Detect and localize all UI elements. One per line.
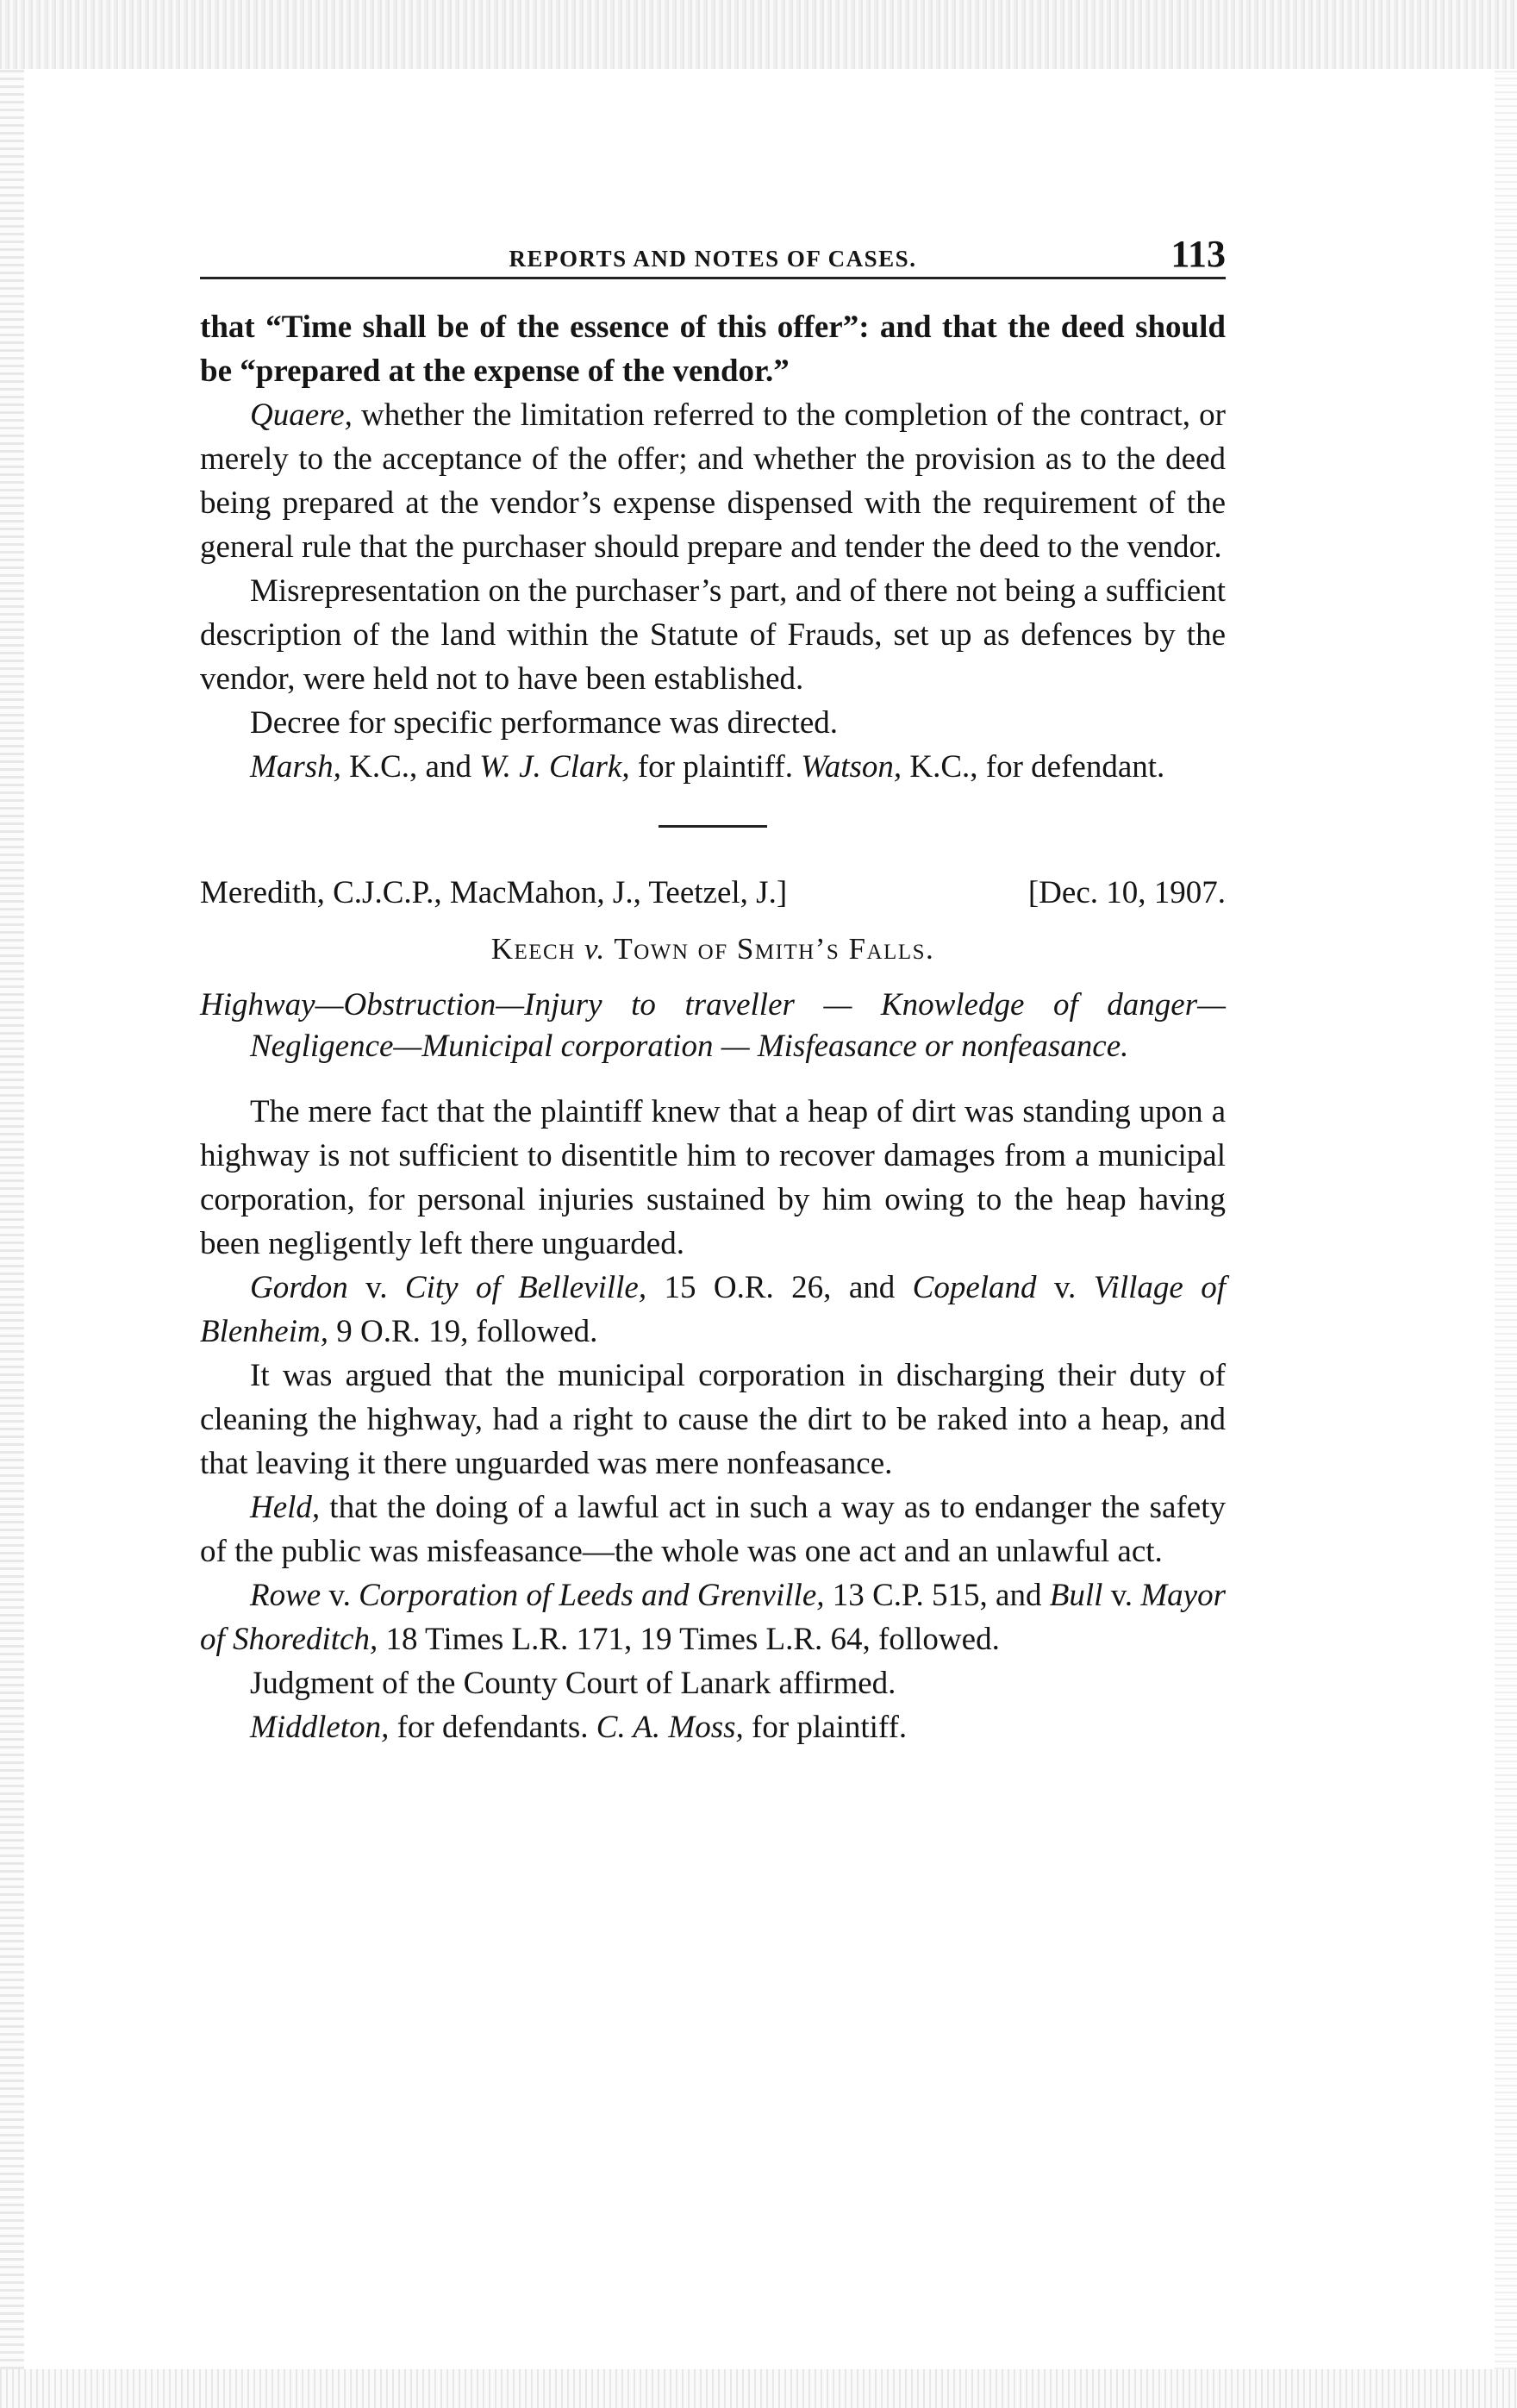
counsel-text: K.C., for defendant. bbox=[902, 749, 1165, 785]
case-citation-name: Corporation of Leeds and Grenville, bbox=[359, 1578, 825, 1613]
counsel-text: for defendants. bbox=[389, 1710, 596, 1745]
judgment-date: [Dec. 10, 1907. bbox=[1027, 875, 1226, 910]
case-title-party-2: Town of Smith’s Falls. bbox=[605, 932, 935, 966]
section-divider bbox=[659, 825, 767, 828]
prev-case-decree: Decree for specific performance was directed. bbox=[250, 705, 839, 741]
running-title: REPORTS AND NOTES OF CASES. bbox=[509, 246, 917, 272]
citation-text: v. bbox=[321, 1578, 359, 1613]
counsel-name: Watson, bbox=[801, 749, 902, 785]
case-citation-name: Mayor of Shoreditch, bbox=[200, 1578, 1226, 1657]
prev-case-paragraph-2 bbox=[200, 393, 1226, 569]
counsel-name: C. A. Moss, bbox=[596, 1710, 744, 1745]
counsel-text: for plaintiff. bbox=[743, 1710, 908, 1745]
counsel-name: Middleton, bbox=[250, 1710, 390, 1745]
new-case-judgment: Judgment of the County Court of Lanark affirmed. bbox=[250, 1666, 896, 1701]
case-citation-name: Gordon bbox=[250, 1270, 348, 1305]
new-case-paragraph-4 bbox=[200, 1485, 1226, 1573]
page-body bbox=[200, 220, 1226, 1749]
page-header bbox=[200, 220, 1226, 279]
new-case-paragraph-1: The mere fact that the plaintiff knew that a heap of dirt was standing upon a highway is not sufficient to disentitle him to recover damages from a municipal corporation, for personal injuries sustained by him owing to the heap having been negligently left there unguarded. bbox=[200, 1094, 1226, 1261]
new-case-counsel bbox=[200, 1705, 1226, 1749]
citation-text: 18 Times L.R. 171, 19 Times L.R. 64, followed. bbox=[378, 1622, 1000, 1657]
quaere-label: Quaere, bbox=[250, 397, 353, 433]
new-case-paragraph-5 bbox=[200, 1573, 1226, 1661]
bench-line bbox=[200, 871, 1226, 915]
scan-edge-top bbox=[0, 0, 1517, 69]
citation-text: v. bbox=[347, 1270, 405, 1305]
prev-case-paragraph-1: that “Time shall be of the essence of this offer”: and that the deed should be “prepared at the expense of the vendor.” bbox=[200, 310, 1226, 389]
prev-case-paragraph-3: Misrepresentation on the purchaser’s part, and of there not being a sufficient description of the land within the Statute of Frauds, set up as defences by the vendor, were held not to have been established. bbox=[200, 573, 1226, 697]
quaere-text: whether the limitation referred to the completion of the contract, or merely to the acceptance of the offer; and whether the provision as to the deed being prepared at the vendor’s expense dispensed with the requirement of the general rule that the purchaser should prepare and tender the deed to the vendor. bbox=[200, 397, 1226, 565]
counsel-name: Marsh, bbox=[250, 749, 341, 785]
bench-judges: Meredith, C.J.C.P., MacMahon, J., Teetzel, J.] bbox=[200, 875, 788, 910]
page-number: 113 bbox=[1171, 233, 1226, 275]
case-citation-name: City of Belleville, bbox=[404, 1270, 647, 1305]
new-case-paragraph-2 bbox=[200, 1266, 1226, 1354]
citation-text: v. bbox=[1036, 1270, 1094, 1305]
citation-text: 13 C.P. 515, and bbox=[824, 1578, 1050, 1613]
citation-text: v. bbox=[1102, 1578, 1141, 1613]
counsel-name: W. J. Clark, bbox=[479, 749, 630, 785]
case-citation-name: Village of Blenheim, bbox=[200, 1270, 1226, 1349]
case-citation-name: Rowe bbox=[250, 1578, 322, 1613]
citation-text: 15 O.R. 26, and bbox=[646, 1270, 913, 1305]
held-text: that the doing of a lawful act in such a way as to endanger the safety of the public was misfeasance—the whole was one act and an unlawful act. bbox=[200, 1490, 1226, 1569]
held-label: Held, bbox=[250, 1490, 321, 1525]
case-title-party-1: Keech bbox=[490, 932, 585, 966]
case-citation-name: Copeland bbox=[912, 1270, 1037, 1305]
scan-edge-right bbox=[1495, 69, 1517, 2369]
counsel-text: K.C., and bbox=[340, 749, 480, 785]
citation-text: 9 O.R. 19, followed. bbox=[328, 1314, 598, 1349]
scan-edge-bottom bbox=[0, 2369, 1517, 2408]
scan-edge-left bbox=[0, 69, 24, 2369]
prev-case-counsel bbox=[200, 745, 1226, 789]
case-citation-name: Bull bbox=[1049, 1578, 1103, 1613]
new-case-paragraph-3: It was argued that the municipal corporation in discharging their duty of cleaning the highway, had a right to cause the dirt to be raked into a heap, and that leaving it there unguarded was mere nonfeasance. bbox=[200, 1358, 1226, 1481]
case-title-versus: v. bbox=[584, 932, 606, 966]
case-headnote: Highway—Obstruction—Injury to traveller — Knowledge of danger—Negligence—Municipal corporation — Misfeasance or nonfeasance. bbox=[200, 987, 1226, 1064]
case-title bbox=[200, 927, 1226, 971]
counsel-text: for plaintiff. bbox=[629, 749, 802, 785]
